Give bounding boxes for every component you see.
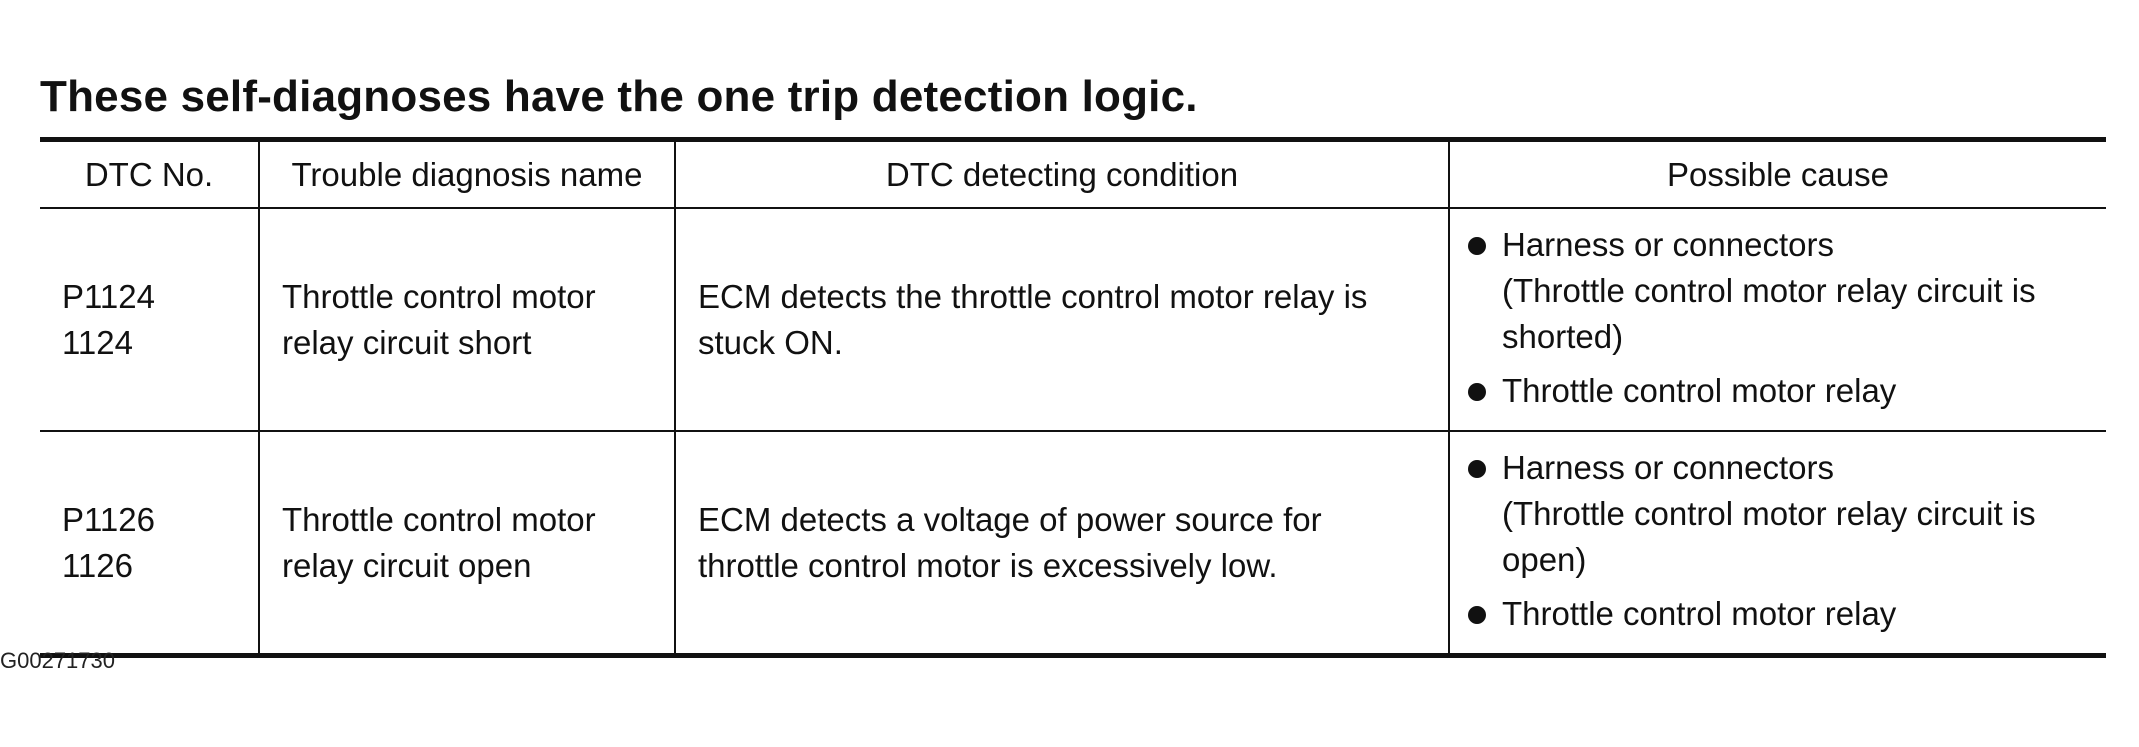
page-title: These self-diagnoses have the one trip detection logic. <box>40 72 1198 121</box>
cause-item <box>1468 591 2096 637</box>
cause-line: Harness or connectors <box>1502 225 1834 263</box>
condition-line: stuck ON. <box>698 323 843 361</box>
diagnosis-name-cell <box>259 208 675 431</box>
header-trouble-diagnosis-name: Trouble diagnosis name <box>259 140 675 209</box>
condition-line: ECM detects a voltage of power source for <box>698 500 1322 538</box>
diagnosis-name-line: Throttle control motor <box>282 500 596 538</box>
dtc-table <box>40 137 2106 658</box>
dtc-code: P1124 <box>62 277 155 315</box>
bullet-icon <box>1468 237 1486 255</box>
header-dtc-detecting-condition: DTC detecting condition <box>675 140 1449 209</box>
header-dtc-no: DTC No. <box>40 140 259 209</box>
diagnosis-name-line: relay circuit open <box>282 546 532 584</box>
dtc-code-alt: 1124 <box>62 323 133 361</box>
dtc-code-alt: 1126 <box>62 546 133 584</box>
cause-line: (Throttle control motor relay circuit is <box>1502 494 2036 532</box>
table-header-row <box>40 140 2106 209</box>
cause-line: open) <box>1502 540 1587 578</box>
bullet-icon <box>1468 606 1486 624</box>
dtc-table-container <box>40 137 2106 658</box>
dtc-number-cell <box>40 431 259 656</box>
condition-line: throttle control motor is excessively low. <box>698 546 1278 584</box>
cause-item <box>1468 368 2096 414</box>
diagnosis-name-cell <box>259 431 675 656</box>
diagnosis-name-line: Throttle control motor <box>282 277 596 315</box>
table-row <box>40 431 2106 656</box>
table-row <box>40 208 2106 431</box>
detecting-condition-cell <box>675 431 1449 656</box>
cause-item <box>1468 445 2096 583</box>
cause-item <box>1468 222 2096 360</box>
possible-cause-cell <box>1449 431 2106 656</box>
cause-line: (Throttle control motor relay circuit is <box>1502 271 2036 309</box>
condition-line: ECM detects the throttle control motor relay is <box>698 277 1368 315</box>
header-possible-cause: Possible cause <box>1449 140 2106 209</box>
cause-line: Throttle control motor relay <box>1502 371 1897 409</box>
bullet-icon <box>1468 460 1486 478</box>
diagnosis-name-line: relay circuit short <box>282 323 532 361</box>
cause-line: shorted) <box>1502 317 1624 355</box>
dtc-code: P1126 <box>62 500 155 538</box>
cause-line: Throttle control motor relay <box>1502 594 1897 632</box>
possible-cause-cell <box>1449 208 2106 431</box>
dtc-number-cell <box>40 208 259 431</box>
detecting-condition-cell <box>675 208 1449 431</box>
figure-id: G00271730 <box>0 648 115 673</box>
cause-line: Harness or connectors <box>1502 448 1834 486</box>
bullet-icon <box>1468 383 1486 401</box>
